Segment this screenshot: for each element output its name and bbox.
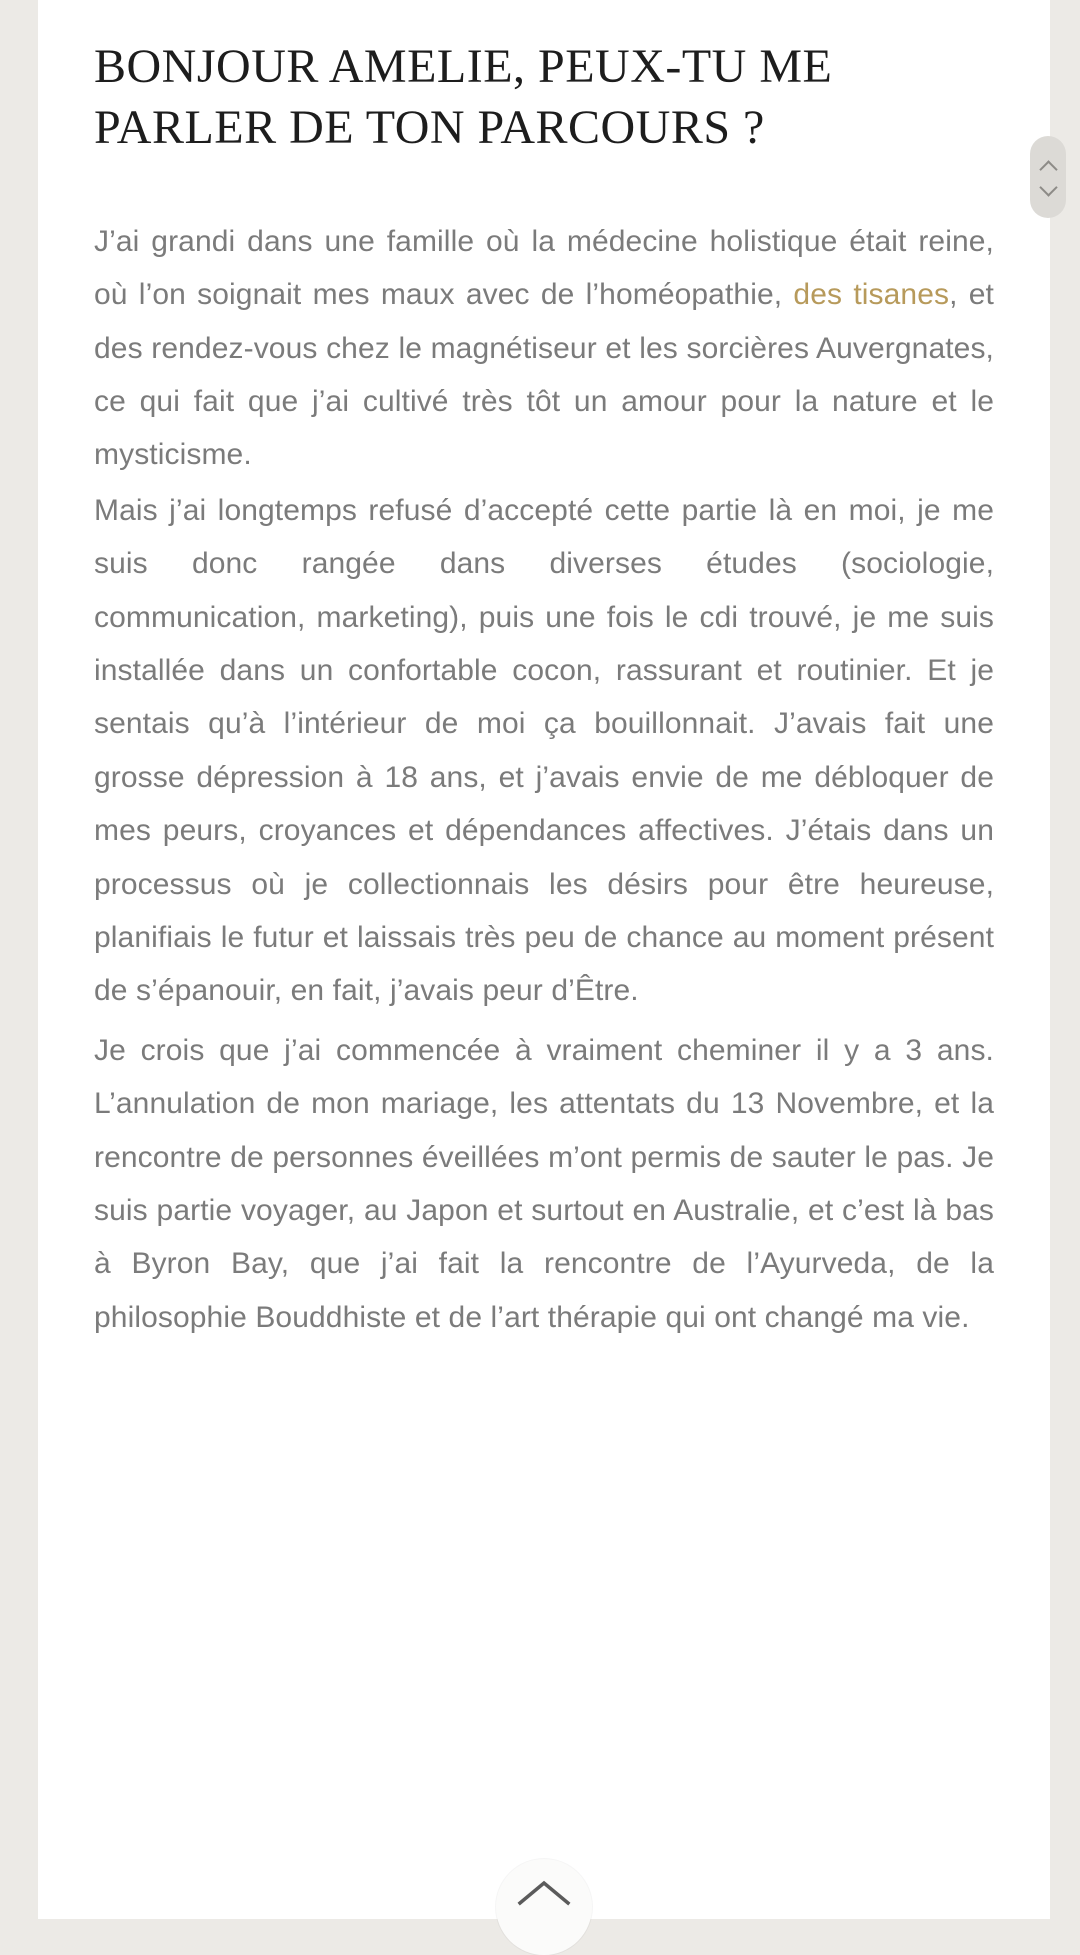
article-paragraph-3: Je crois que j’ai commencée à vraiment cheminer il y a 3 ans. L’annulation de mon mariage, les attentats du 13 Novembre, et la rencontre de personnes éveillées m’ont permis de sauter le pas. Je suis partie voyager, au Japon et surtout en Australie, et c’est là bas à Byron Bay, que j’ai fait la rencontre de l’Ayurveda, de la philosophie Bouddhiste et de l’art thérapie qui ont changé ma vie. — [94, 1033, 994, 1334]
article-paragraph-2: Mais j’ai longtemps refusé d’accepté cette partie là en moi, je me suis donc rangée dans diverses études (sociologie, communication, marketing), puis une fois le cdi trouvé, je me suis installée dans un confortable cocon, rassurant et routinier. Et je sentais qu’à l’intérieur de moi ça bouillonnait. J’avais fait une grosse dépression à 18 ans, et j’avais envie de me débloquer de mes peurs, croyances et dépendances affectives. J’étais dans un processus où je collectionnais les désirs pour être heureuse, planifiais le futur et laissais très peu de chance au moment présent de s’épanouir, en fait, j’avais peur d’Être. — [94, 493, 994, 1008]
article-card — [38, 0, 1050, 1919]
des-tisanes-link[interactable]: des tisanes — [793, 278, 950, 312]
article-paragraph-1 — [94, 215, 994, 482]
scroll-nudge-control[interactable] — [1030, 136, 1066, 218]
page-title: BONJOUR AMELIE, PEUX-TU ME PARLER DE TON PARCOURS ? — [94, 40, 833, 155]
chevron-up-icon[interactable] — [1039, 161, 1057, 171]
chevron-down-icon[interactable] — [1039, 183, 1057, 193]
paragraph-1-text-before-link: J’ai grandi dans une famille où la médecine holistique était reine, où l’on soignait mes maux avec de l’homéopathie, — [94, 224, 994, 312]
chevron-up-icon — [516, 1877, 572, 1911]
article-content — [38, 0, 1050, 1344]
back-to-top-button[interactable] — [496, 1859, 592, 1955]
paragraph-1-text-after-link: , et des rendez-vous chez le magnétiseur et les sorcières Auvergnates, ce qui fait que j’ai cultivé très tôt un amour pour la nature et le mysticisme. — [94, 278, 994, 472]
